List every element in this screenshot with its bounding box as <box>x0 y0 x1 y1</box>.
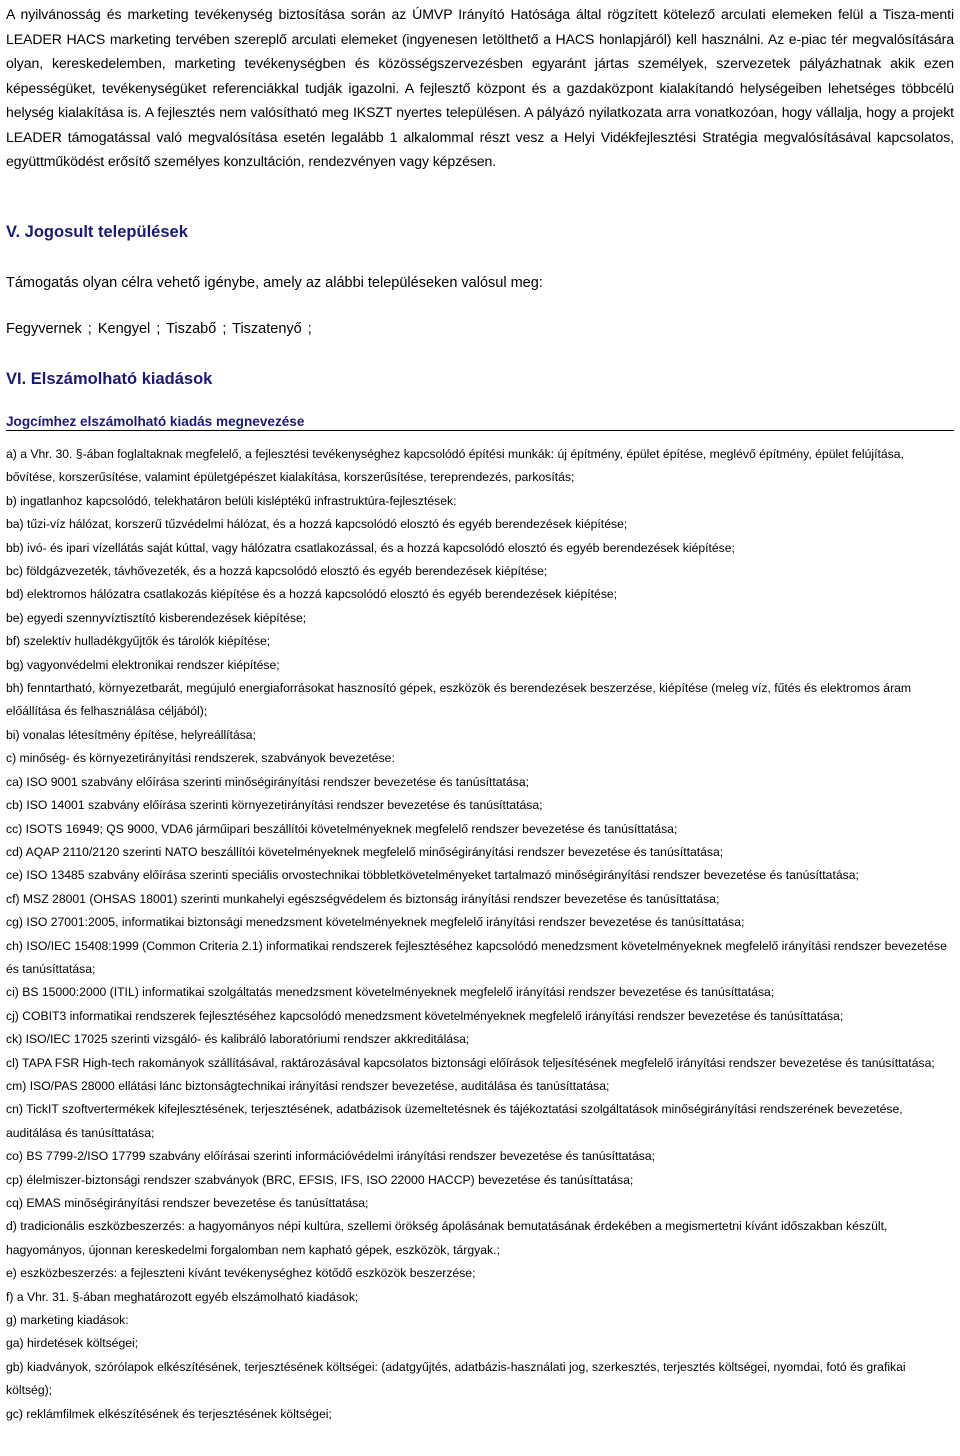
expense-item: bf) szelektív hulladékgyűjtők és tárolók kiépítése; <box>6 634 271 649</box>
expense-item: cj) COBIT3 informatikai rendszerek fejlesztéséhez kapcsolódó menedzsment követelményeknek megfelelő irányítási rendszer bevezetése és tanúsíttatása; <box>6 1008 844 1023</box>
expense-list <box>6 443 954 1426</box>
expense-item: ba) tűzi-víz hálózat, korszerű tűzvédelmi hálózat, és a hozzá kapcsolódó elosztó és egyéb berendezések kiépítése; <box>6 517 628 532</box>
intro-paragraph <box>6 2 954 174</box>
expense-item: cm) ISO/PAS 28000 ellátási lánc biztonságtechnikai irányítási rendszer bevezetése, auditálása és tanúsíttatása; <box>6 1078 610 1093</box>
expense-item: ci) BS 15000:2000 (ITIL) informatikai szolgáltatás menedzsment követelményeknek megfelelő irányítási rendszer bevezetése és tanúsíttatása; <box>6 985 775 1000</box>
expense-item: ck) ISO/IEC 17025 szerinti vizsgáló- és kalibráló laboratóriumi rendszer akkreditálása; <box>6 1032 470 1047</box>
expense-item: cq) EMAS minőségirányítási rendszer bevezetése és tanúsíttatása; <box>6 1196 369 1210</box>
expense-item: bd) elektromos hálózatra csatlakozás kiépítése és a hozzá kapcsolódó elosztó és egyéb berendezések kiépítése; <box>6 587 618 602</box>
expense-item: a) a Vhr. 30. §-ában foglaltaknak megfelelő, a fejlesztési tevékenységhez kapcsolódó építési munkák: új építmény, épület építése, meglévő építmény, épület felújítása, bővítése, korszerűsítése, valamint épületgépészet kialakítása, korszerűsítése, tereprendezés, parkosítás; <box>6 447 904 485</box>
expense-item: cf) MSZ 28001 (OHSAS 18001) szerinti munkahelyi egészségvédelem és biztonság irányítási rendszer bevezetése és tanúsíttatása; <box>6 891 720 906</box>
settlement-list: Fegyvernek ; Kengyel ; Tiszabő ; Tiszatenyő ; <box>6 321 312 337</box>
expense-subheading-text: Jogcímhez elszámolható kiadás megnevezése <box>6 414 305 429</box>
expense-item: b) ingatlanhoz kapcsolódó, telekhatáron belüli kisléptékű infrastruktúra-fejlesztések: <box>6 493 457 508</box>
expense-item: g) marketing kiadások: <box>6 1313 129 1328</box>
expense-item: be) egyedi szennyvíztisztító kisberendezések kiépítése; <box>6 610 307 625</box>
expense-item: bg) vagyonvédelmi elektronikai rendszer kiépítése; <box>6 657 280 672</box>
expense-item: cn) TickIT szoftvertermékek kifejlesztésének, terjesztésének, adatbázisok üzemeltetésnek és tájékoztatási szolgáltatások minőségirányítási rendszerének bevezetése, auditálása és tanúsíttatása; <box>6 1102 903 1140</box>
intro-text: A nyilvánosság és marketing tevékenység biztosítása során az ÚMVP Irányító Hatósága által rögzített kötelező arculati elemeken felül a Tisza-menti LEADER HACS marketing tervében szereplő arculati elemeket (ingyenesen letölthető a HACS honlapjáról) kell használni. Az e-piac tér megvalósítására olyan, kereskedelemben, marketing tevékenységben és közösségszervezésben egyaránt jártas személyek, szervezetek pályázhatnak akik ezen képességüket, tevékenységüket referenciákkal tudják igazolni. A fejlesztő központ és a gazdaközpont kialakítandó helységeiben lehetséges többcélú helység kialakítása is. A fejlesztés nem valósítható meg IKSZT nyertes településen. A pályázó nyilatkozata arra vonatkozóan, hogy vállalja, hogy a projekt LEADER támogatással való megvalósítása esetén legalább 1 alkalommal részt vesz a Helyi Vidékfejlesztési Stratégia megvalósításával kapcsolatos, együttműködést erősítő személyes konzultáción, rendezvényen vagy képzésen. <box>6 6 954 169</box>
expense-item: cc) ISOTS 16949; QS 9000, VDA6 járműipari beszállítói követelményeknek megfelelő rendszer bevezetése és tanúsíttatása; <box>6 821 678 836</box>
section-v-heading: V. Jogosult települések <box>6 223 188 241</box>
expense-item: ce) ISO 13485 szabvány előírása szerinti speciális orvostechnikai többletkövetelményeket tartalmazó minőségirányítási rendszer bevezetése és tanúsíttatása; <box>6 868 859 883</box>
expense-item: c) minőség- és környezetirányítási rendszerek, szabványok bevezetése: <box>6 751 395 766</box>
expense-item: bi) vonalas létesítmény építése, helyreállítása; <box>6 727 256 742</box>
expense-item: gc) reklámfilmek elkészítésének és terjesztésének költségei; <box>6 1406 332 1421</box>
expense-item: bc) földgázvezeték, távhővezeték, és a hozzá kapcsolódó elosztó és egyéb berendezések kiépítése; <box>6 564 548 579</box>
expense-item: cg) ISO 27001:2005, informatikai biztonsági menedzsment követelményeknek megfelelő irányítási rendszer bevezetése és tanúsíttatása; <box>6 915 745 930</box>
expense-subheading <box>6 414 954 431</box>
section-v-text: Támogatás olyan célra vehető igénybe, amely az alábbi településeken valósul meg: <box>6 275 543 291</box>
expense-item: d) tradicionális eszközbeszerzés: a hagyományos népi kultúra, szellemi örökség ápolásának bemutatásának érdekében a megismertetni kívánt időszakban készült, hagyományos, újonnan kereskedelmi forgalomban nem kapható gépek, eszközök, tárgyak.; <box>6 1219 888 1257</box>
expense-item: f) a Vhr. 31. §-ában meghatározott egyéb elszámolható kiadások; <box>6 1289 359 1304</box>
expense-item: ga) hirdetések költségei; <box>6 1336 139 1351</box>
expense-item: bh) fenntartható, környezetbarát, megújuló energiaforrásokat hasznosító gépek, eszközök és berendezések beszerzése, kiépítése (meleg víz, fűtés és elektromos áram előállítása és felhasználása céljából); <box>6 681 912 719</box>
expense-item: ca) ISO 9001 szabvány előírása szerinti minőségirányítási rendszer bevezetése és tanúsíttatása; <box>6 774 529 789</box>
section-vi-heading: VI. Elszámolható kiadások <box>6 370 213 388</box>
expense-item: cl) TAPA FSR High-tech rakományok szállításával, raktározásával kapcsolatos biztonsági előírások teljesítésének megfelelő irányítási rendszer bevezetése és tanúsíttatása; <box>6 1055 935 1070</box>
expense-item: cd) AQAP 2110/2120 szerinti NATO beszállítói követelményeknek megfelelő minőségirányítási rendszer bevezetése és tanúsíttatása; <box>6 844 724 859</box>
expense-item: co) BS 7799-2/ISO 17799 szabvány előírásai szerinti információvédelmi irányítási rendszer bevezetése és tanúsíttatása; <box>6 1149 655 1164</box>
expense-item: ch) ISO/IEC 15408:1999 (Common Criteria 2.1) informatikai rendszerek fejlesztéséhez kapcsolódó menedzsment követelményeknek megfelelő irányítási rendszer bevezetése és tanúsíttatása; <box>6 938 947 976</box>
expense-item: bb) ivó- és ipari vízellátás saját kúttal, vagy hálózatra csatlakozással, és a hozzá kapcsolódó elosztó és egyéb berendezések kiépítése; <box>6 540 735 555</box>
expense-item: cb) ISO 14001 szabvány előírása szerinti környezetirányítási rendszer bevezetése és tanúsíttatása; <box>6 798 543 813</box>
expense-item: gb) kiadványok, szórólapok elkészítésének, terjesztésének költségei: (adatgyűjtés, adatbázis-használati jog, szerkesztés, terjesztés költségei, nyomdai, fotó és grafikai költség); <box>6 1359 906 1398</box>
expense-item: e) eszközbeszerzés: a fejleszteni kívánt tevékenységhez kötődő eszközök beszerzése; <box>6 1266 476 1281</box>
expense-item: cp) élelmiszer-biztonsági rendszer szabványok (BRC, EFSIS, IFS, ISO 22000 HACCP) bevezetése és tanúsíttatása; <box>6 1172 634 1187</box>
